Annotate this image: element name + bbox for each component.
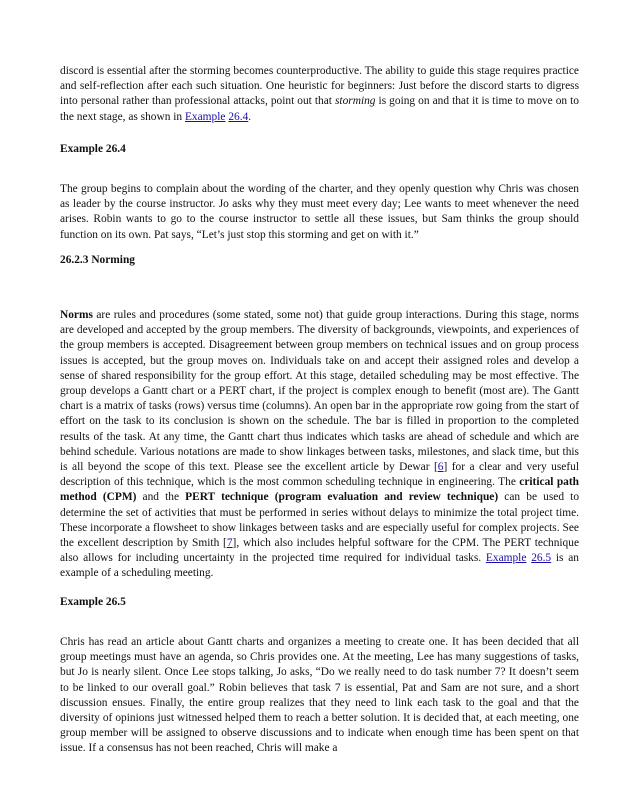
heading-norming: 26.2.3 Norming	[60, 253, 135, 266]
text-run: .	[248, 110, 252, 123]
link-example-number[interactable]: 26.5	[531, 552, 552, 565]
text-run: ], which also includes helpful software for the CPM. The PERT technique also allows for including uncertainty in the projected time required for individual tasks.	[60, 537, 580, 565]
reference-link-7[interactable]: 7	[226, 537, 233, 550]
link-example[interactable]: Example	[184, 110, 226, 123]
paragraph-example-26-5: Chris has read an article about Gantt charts and organizes a meeting to create one. It has been decided that all group meetings must have an agenda, so Chris provides one. At the meeting, Lee has many suggestions of tasks, but Jo is nearly silent. Once Lee stops talking, Jo asks, “Do we really need to do task number 7? It doesn’t seem to be linked to our overall goal.” Robin believes that task 7 is essential, Pat and Sam are not sure, and a short discussion ensues. Finally, the entire group realizes that they need to link each task to the goal and that the diversity of opinions just witnessed helped them to reach a better solution. It is decided that, at each meeting, one group member will be assigned to observe discussions and to indicate when enough time has been spent on that issue. If a consensus has not been reached, Chris will make a	[60, 635, 579, 755]
text-run: is going on and that it is time to move on to the next stage, as shown in	[60, 95, 579, 123]
emphasis-storming: storming	[335, 95, 376, 108]
bold-pert: PERT technique (program evaluation and review technique)	[185, 491, 499, 504]
paragraph-storming-guidance	[60, 64, 579, 125]
reference-link-6[interactable]: 6	[437, 461, 444, 474]
text-run: and the	[136, 491, 186, 504]
link-example-number[interactable]: 26.4	[228, 110, 249, 123]
link-example[interactable]: Example	[485, 552, 527, 565]
text-run: ] for a clear and very useful description of this technique, which is the most common scheduling technique in engineering. The	[60, 461, 579, 489]
document-page	[60, 64, 579, 757]
bold-cpm: critical path method (CPM)	[60, 476, 579, 504]
bold-norms: Norms	[60, 309, 93, 322]
text-run: is an example of a scheduling meeting.	[60, 552, 579, 580]
text-run: discord is essential after the storming becomes counterproductive. The ability to guide this stage requires practice and self-reflection after each such situation. One heuristic for beginners: Just before the discord starts to digress into personal rather than professional attacks, point out that	[60, 65, 579, 108]
heading-example-26-5: Example 26.5	[60, 595, 126, 608]
text-run: are rules and procedures (some stated, some not) that guide group interactions. During this stage, norms are developed and accepted by the group members. The diversity of backgrounds, viewpoints, and experiences of the group members is accepted. Disagreement between group members on technical issues and on group process issues is accepted, but the group moves on. Individuals take on and accept their assigned roles and develop a sense of shared responsibility for the group effort. At this stage, detailed scheduling may be most effective. The group develops a Gantt chart or a PERT chart, if the project is complex enough to benefit (most are). The Gantt chart is a matrix of tasks (rows) versus time (columns). An open bar in the appropriate row going from the start of effort on the task to its conclusion is shown on the schedule. The bar is filled in proportion to the completed results of the task. At any time, the Gantt chart thus indicates which tasks are ahead of schedule and which are behind schedule. Various notations are made to show linkages between tasks, milestones, and slack time, but this is all beyond the scope of this text. Please see the excellent article by Dewar [	[60, 309, 579, 474]
text-run: can be used to determine the set of activities that must be performed in series without delays to minimize the total project time. These incorporate a flowsheet to show linkages between tasks and are especially useful for complex projects. See the excellent description by Smith [	[60, 491, 580, 550]
heading-example-26-4: Example 26.4	[60, 142, 126, 155]
paragraph-norms	[60, 308, 579, 582]
paragraph-example-26-4: The group begins to complain about the wording of the charter, and they openly question why Chris was chosen as leader by the course instructor. Jo asks why they must meet every day; Lee wants to meet whenever the need arises. Robin wants to go to the course instructor to settle all these issues, but Sam thinks the group should function on its own. Pat says, “Let’s just stop this storming and get on with it.”	[60, 183, 579, 241]
